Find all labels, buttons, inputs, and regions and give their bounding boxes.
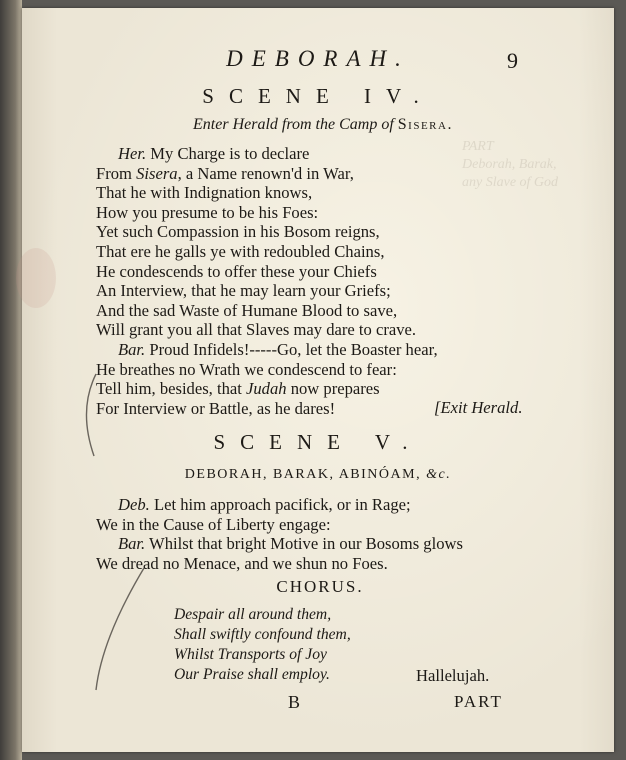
verse-line: How you presume to be his Foes:: [96, 202, 319, 222]
character-list: DEBORAH, BARAK, ABINÓAM, &c.: [184, 467, 452, 482]
verse-line: Bar. Proud Infidels!-----Go, let the Boaster hear,: [118, 340, 438, 359]
verse-line: Her. My Charge is to declare: [118, 144, 310, 163]
verse-line: Yet such Compassion in his Bosom reigns,: [96, 222, 380, 242]
verse-line: Deb. Let him approach pacifick, or in Rage;: [118, 495, 411, 514]
exit-direction: [Exit Herald.: [434, 398, 523, 417]
running-title: DEBORAH.: [226, 46, 410, 71]
paper-stain: [16, 248, 56, 308]
chorus-line: Our Praise shall employ.: [174, 666, 330, 683]
book-page: [22, 8, 614, 752]
stage-direction: [32, 116, 614, 134]
hallelujah: Hallelujah.: [416, 666, 490, 685]
chorus-title: CHORUS.: [276, 577, 364, 596]
page-number: 9: [507, 48, 518, 73]
verse-line: We dread no Menace, and we shun no Foes.: [96, 553, 388, 573]
verse-line: We in the Cause of Liberty engage:: [96, 514, 331, 534]
verse-line: That he with Indignation knows,: [96, 183, 313, 203]
chorus-line: Despair all around them,: [174, 606, 332, 623]
verse-line: That ere he galls ye with redoubled Chains,: [96, 242, 385, 261]
book-gutter: [0, 0, 22, 760]
pencil-bracket-upper: [86, 374, 96, 456]
pencil-bracket-lower: [96, 568, 144, 690]
verse-line: And the sad Waste of Humane Blood to save,: [96, 300, 398, 320]
pencil-marks: [52, 338, 172, 698]
verse-line: Bar. Whilst that bright Motive in our Bosoms glows: [118, 534, 463, 554]
show-through-text: PART Deborah, Barak, any Slave of God: [462, 139, 559, 190]
signature-mark: B: [288, 692, 301, 712]
verse-line: From Sisera, a Name renown'd in War,: [96, 163, 354, 183]
verse-line: For Interview or Battle, as he dares!: [96, 398, 336, 418]
scene-iv-title: SCENE IV.: [202, 84, 434, 108]
verse-line: He condescends to offer these your Chiefs: [96, 261, 377, 281]
scene-v-title: SCENE V.: [213, 430, 423, 454]
chorus-line: Shall swiftly confound them,: [174, 626, 351, 643]
verse-line: Tell him, besides, that Judah now prepares: [96, 379, 380, 399]
verse-line: He breathes no Wrath we condescend to fear:: [96, 359, 397, 379]
catchword: PART: [454, 692, 503, 711]
chorus-line: Whilst Transports of Joy: [174, 646, 327, 663]
stage-direction-text: Enter Herald from the Camp of Sisera.: [193, 116, 453, 133]
verse-line: An Interview, that he may learn your Griefs;: [96, 281, 391, 301]
verse-line: Will grant you all that Slaves may dare to crave.: [96, 320, 417, 340]
